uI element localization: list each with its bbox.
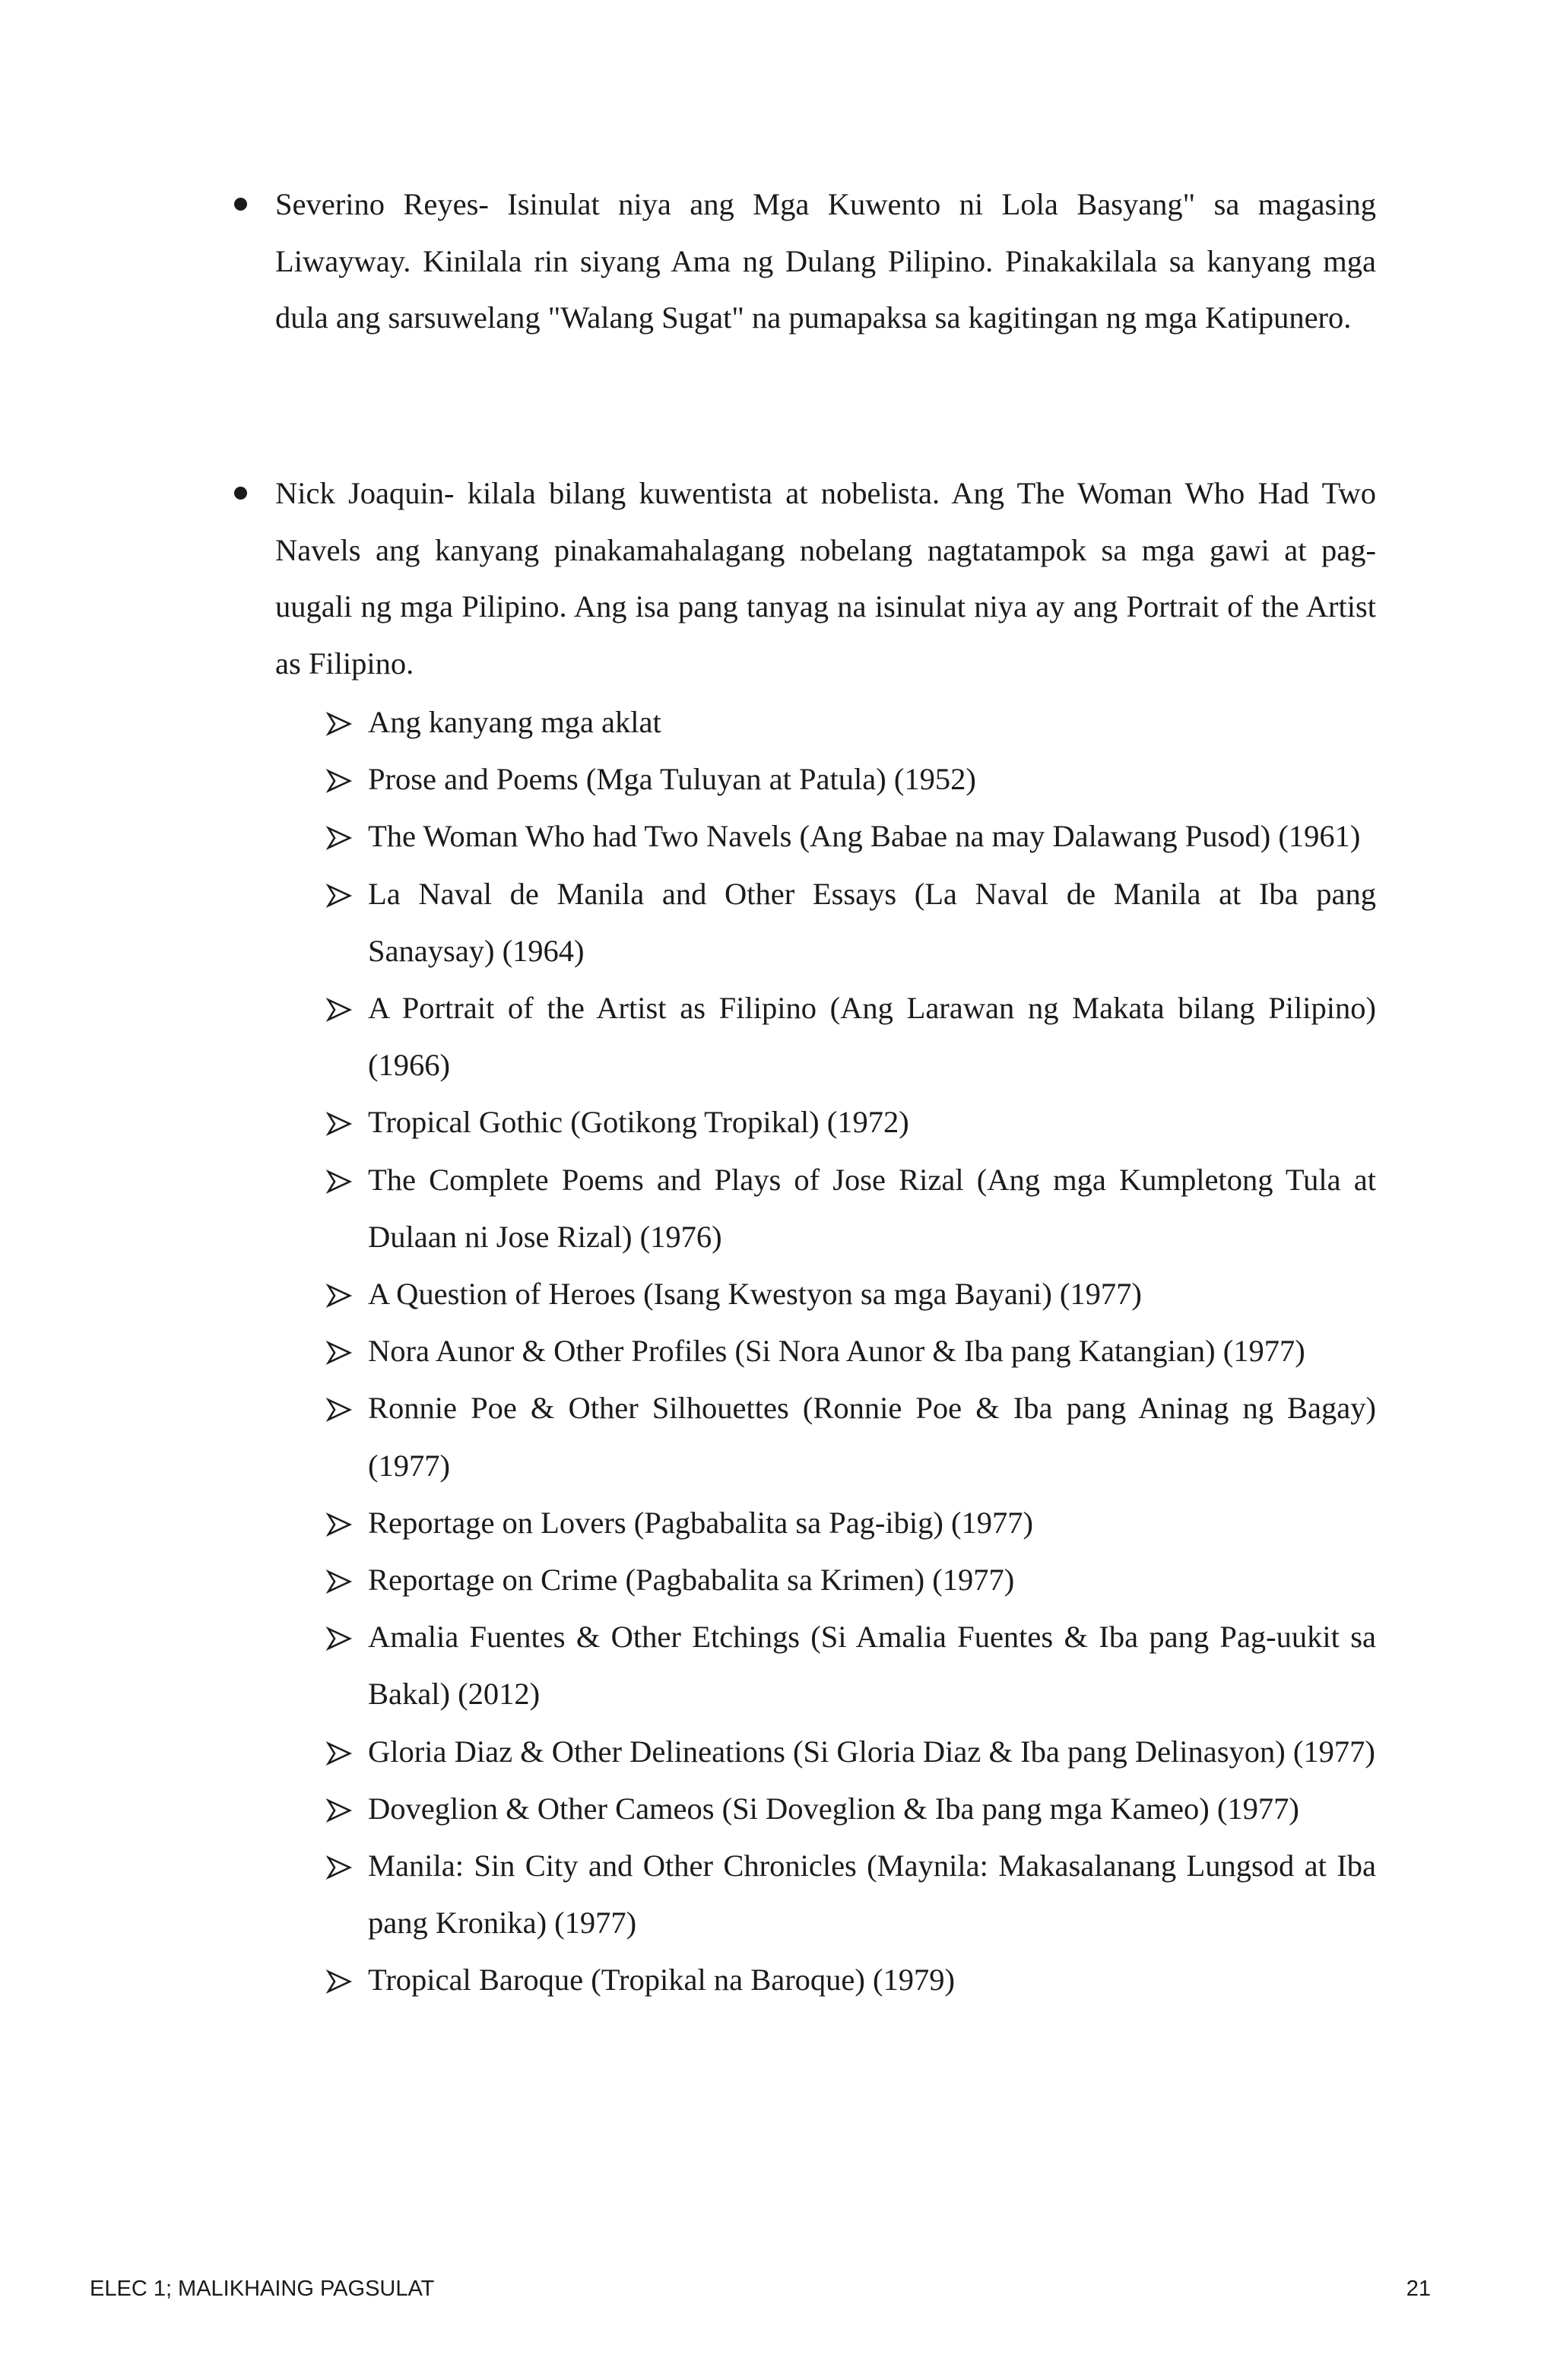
book-list <box>368 693 1376 2009</box>
book-title: The Woman Who had Two Navels (Ang Babae na may Dalawang Pusod) (1961) <box>368 819 1361 854</box>
bullet-dot-icon <box>234 487 247 500</box>
book-title: Tropical Gothic (Gotikong Tropikal) (1972) <box>368 1105 909 1140</box>
list-item <box>368 1379 1376 1493</box>
book-title: Doveglion & Other Cameos (Si Doveglion & Iba pang mga Kameo) (1977) <box>368 1791 1299 1826</box>
arrowhead-bullet-icon <box>325 1396 353 1423</box>
book-title: Gloria Diaz & Other Delineations (Si Gloria Diaz & Iba pang Delinasyon) (1977) <box>368 1734 1375 1769</box>
list-item <box>368 1780 1376 1837</box>
arrowhead-bullet-icon <box>325 1282 353 1309</box>
arrowhead-bullet-icon <box>325 1110 353 1138</box>
arrowhead-bullet-icon <box>325 1740 353 1767</box>
arrowhead-bullet-icon <box>325 1968 353 1995</box>
list-item <box>368 1494 1376 1551</box>
arrowhead-bullet-icon <box>325 1568 353 1595</box>
list-item <box>368 693 1376 750</box>
page-number: 21 <box>1406 2277 1431 2301</box>
list-item <box>368 750 1376 808</box>
bullet-paragraph-severino-reyes <box>275 176 1376 347</box>
arrowhead-bullet-icon <box>325 1339 353 1366</box>
list-item <box>368 979 1376 1093</box>
list-item <box>368 1265 1376 1322</box>
list-item <box>368 1723 1376 1780</box>
book-title: Reportage on Lovers (Pagbabalita sa Pag-ibig) (1977) <box>368 1505 1034 1540</box>
paragraph-text: Nick Joaquin- kilala bilang kuwentista at nobelista. Ang The Woman Who Had Two Navels ang kanyang pinakamahalagang nobelang nagtatampok sa mga gawi at pag-uugali ng mga Pilipino. Ang isa pang tanyag na isinulat niya ay ang Portrait of the Artist as Filipino. <box>275 476 1376 681</box>
book-title: A Portrait of the Artist as Filipino (Ang Larawan ng Makata bilang Pilipino) (1966) <box>368 991 1376 1083</box>
list-item <box>368 865 1376 979</box>
arrowhead-bullet-icon <box>325 996 353 1023</box>
list-item <box>368 1951 1376 2008</box>
list-item <box>368 808 1376 865</box>
arrowhead-bullet-icon <box>325 710 353 738</box>
list-item <box>368 1322 1376 1379</box>
bullet-dot-icon <box>234 198 247 211</box>
bullet-paragraph-nick-joaquin <box>275 465 1376 692</box>
book-title: Ronnie Poe & Other Silhouettes (Ronnie Poe & Iba pang Aninag ng Bagay) (1977) <box>368 1391 1376 1483</box>
book-title: Amalia Fuentes & Other Etchings (Si Amalia Fuentes & Iba pang Pag-uukit sa Bakal) (2012) <box>368 1620 1376 1712</box>
arrowhead-bullet-icon <box>325 1511 353 1538</box>
paragraph-text: Severino Reyes- Isinulat niya ang Mga Kuwento ni Lola Basyang" sa magasing Liwayway. Kinilala rin siyang Ama ng Dulang Pilipino. Pinakakilala sa kanyang mga dula ang sarsuwelang "Walang Sugat" na pumapaksa sa kagitingan ng mga Katipunero. <box>275 187 1376 335</box>
list-item <box>368 1093 1376 1150</box>
arrowhead-bullet-icon <box>325 1168 353 1195</box>
book-title: Prose and Poems (Mga Tuluyan at Patula) (1952) <box>368 762 976 797</box>
book-title: Tropical Baroque (Tropikal na Baroque) (1979) <box>368 1963 955 1998</box>
footer-course-title: ELEC 1; MALIKHAING PAGSULAT <box>90 2277 435 2301</box>
book-title: Nora Aunor & Other Profiles (Si Nora Aunor & Iba pang Katangian) (1977) <box>368 1334 1305 1369</box>
list-item <box>368 1608 1376 1722</box>
book-title: The Complete Poems and Plays of Jose Rizal (Ang mga Kumpletong Tula at Dulaan ni Jose Rizal) (1976) <box>368 1162 1376 1254</box>
book-title: A Question of Heroes (Isang Kwestyon sa mga Bayani) (1977) <box>368 1277 1142 1312</box>
book-title: Reportage on Crime (Pagbabalita sa Krimen) (1977) <box>368 1563 1015 1598</box>
book-title: Ang kanyang mga aklat <box>368 705 661 739</box>
list-item <box>368 1151 1376 1265</box>
arrowhead-bullet-icon <box>325 767 353 795</box>
arrowhead-bullet-icon <box>325 1625 353 1652</box>
arrowhead-bullet-icon <box>325 1797 353 1824</box>
arrowhead-bullet-icon <box>325 882 353 909</box>
list-item <box>368 1551 1376 1608</box>
book-title: La Naval de Manila and Other Essays (La Naval de Manila at Iba pang Sanaysay) (1964) <box>368 876 1376 968</box>
list-item <box>368 1837 1376 1951</box>
arrowhead-bullet-icon <box>325 1854 353 1881</box>
book-title: Manila: Sin City and Other Chronicles (Maynila: Makasalanang Lungsod at Iba pang Kronika) (1977) <box>368 1848 1376 1940</box>
arrowhead-bullet-icon <box>325 824 353 852</box>
